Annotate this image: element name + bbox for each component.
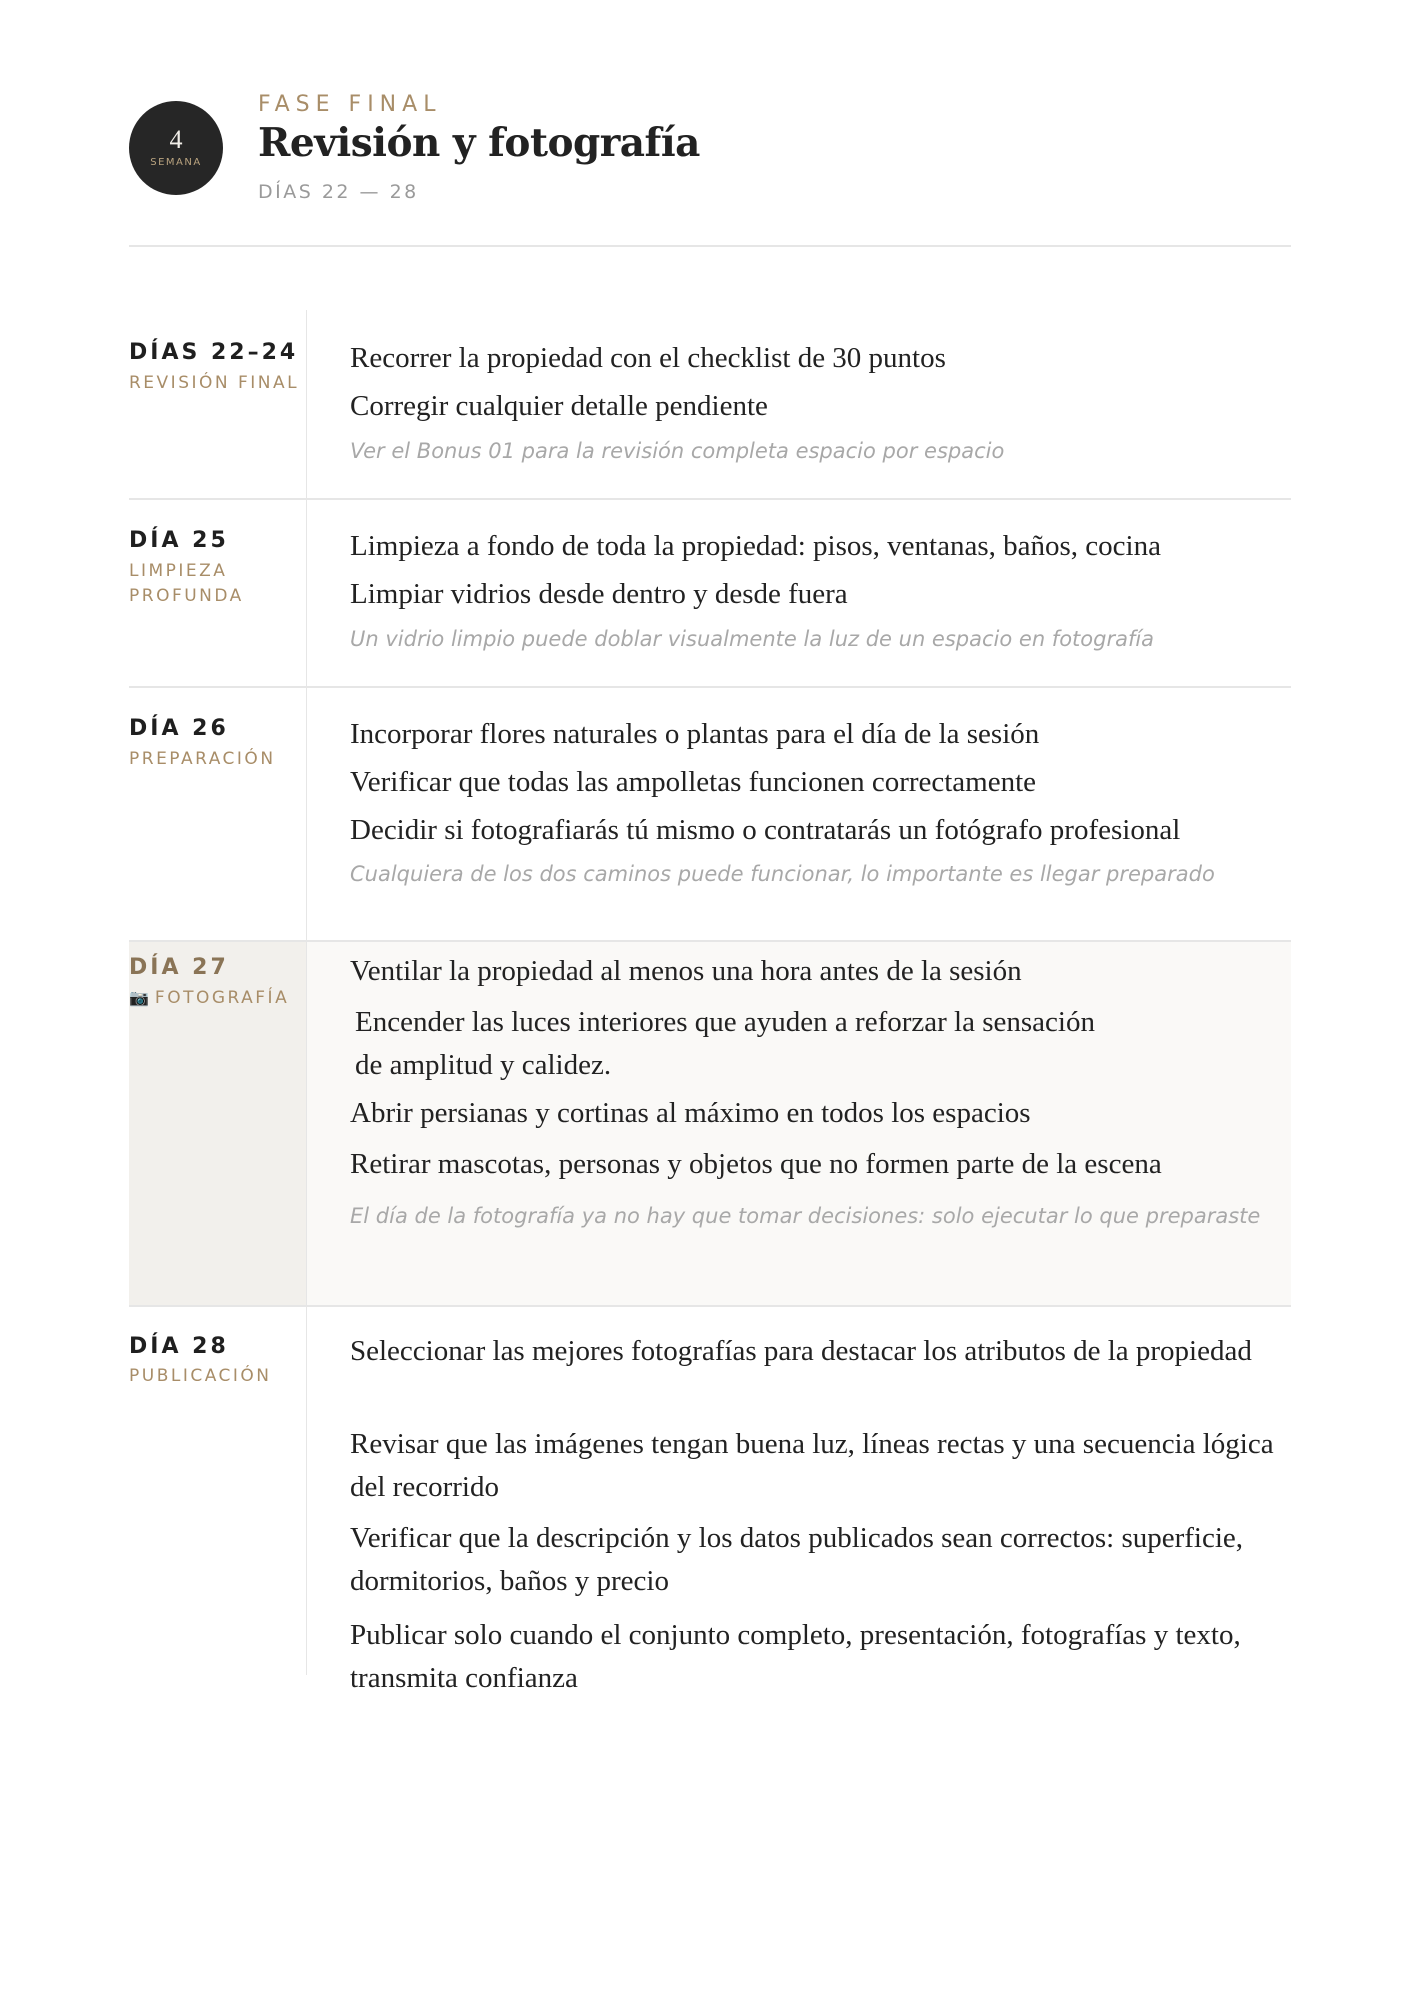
camera-icon: 📷 <box>129 988 149 1007</box>
task-item: Encender las luces interiores que ayuden a reforzar la sensación <box>355 1006 1095 1038</box>
column-divider <box>306 310 307 1675</box>
days-range: DÍAS 22 — 28 <box>258 181 419 203</box>
task-item: Verificar que la descripción y los datos publicados sean correctos: superficie, dormitorios, baños y precio <box>350 1522 1244 1597</box>
row-divider <box>129 686 1291 688</box>
block-day-label: DÍA 25 <box>129 528 229 553</box>
task-item: Abrir persianas y cortinas al máximo en todos los espacios <box>350 1097 1031 1129</box>
block-day-label: DÍAS 22–24 <box>129 340 299 365</box>
block-day-label: DÍA 26 <box>129 716 229 741</box>
block-phase-label: PUBLICACIÓN <box>129 1366 272 1386</box>
block-day-label: DÍA 28 <box>129 1334 229 1359</box>
row-divider <box>129 498 1291 500</box>
task-item: Retirar mascotas, personas y objetos que no formen parte de la escena <box>350 1148 1162 1180</box>
task-item: Recorrer la propiedad con el checklist de 30 puntos <box>350 342 946 374</box>
week-number: 4 <box>169 125 183 154</box>
week-label: SEMANA <box>150 157 202 168</box>
block-note: Ver el Bonus 01 para la revisión completa espacio por espacio <box>350 439 1005 463</box>
block-phase-label: PREPARACIÓN <box>129 749 276 769</box>
task-item: Corregir cualquier detalle pendiente <box>350 390 768 422</box>
block-phase-label: PROFUNDA <box>129 586 244 606</box>
task-item: Incorporar flores naturales o plantas para el día de la sesión <box>350 718 1040 750</box>
task-item: Ventilar la propiedad al menos una hora antes de la sesión <box>350 955 1022 987</box>
task-item: Limpiar vidrios desde dentro y desde fuera <box>350 578 848 610</box>
task-item: Limpieza a fondo de toda la propiedad: pisos, ventanas, baños, cocina <box>350 530 1161 562</box>
row-divider <box>129 1305 1291 1307</box>
block-phase-label: REVISIÓN FINAL <box>129 373 300 393</box>
task-item-continuation: de amplitud y calidez. <box>355 1049 612 1081</box>
task-item: Revisar que las imágenes tengan buena luz, líneas rectas y una secuencia lógica del recorrido <box>350 1428 1274 1503</box>
block-phase-label: LIMPIEZA <box>129 561 228 581</box>
block-note: Cualquiera de los dos caminos puede funcionar, lo importante es llegar preparado <box>350 862 1215 886</box>
row-divider <box>129 940 1291 942</box>
block-phase-text: FOTOGRAFÍA <box>154 988 290 1008</box>
task-item: Verificar que todas las ampolletas funcionen correctamente <box>350 766 1037 798</box>
block-day-label: DÍA 27 <box>129 955 229 980</box>
block-phase-label <box>129 985 289 1011</box>
task-item: Publicar solo cuando el conjunto completo, presentación, fotografías y texto, transmita confianza <box>350 1619 1241 1694</box>
task-item: Seleccionar las mejores fotografías para destacar los atributos de la propiedad <box>350 1335 1252 1367</box>
block-note: Un vidrio limpio puede doblar visualmente la luz de un espacio en fotografía <box>350 627 1155 651</box>
page-title: Revisión y fotografía <box>258 120 700 166</box>
header-divider <box>129 245 1291 247</box>
phase-eyebrow: FASE FINAL <box>258 92 442 117</box>
task-item: Decidir si fotografiarás tú mismo o contratarás un fotógrafo profesional <box>350 814 1181 846</box>
week-badge <box>129 101 223 195</box>
block-note: El día de la fotografía ya no hay que tomar decisiones: solo ejecutar lo que preparaste <box>350 1204 1261 1228</box>
